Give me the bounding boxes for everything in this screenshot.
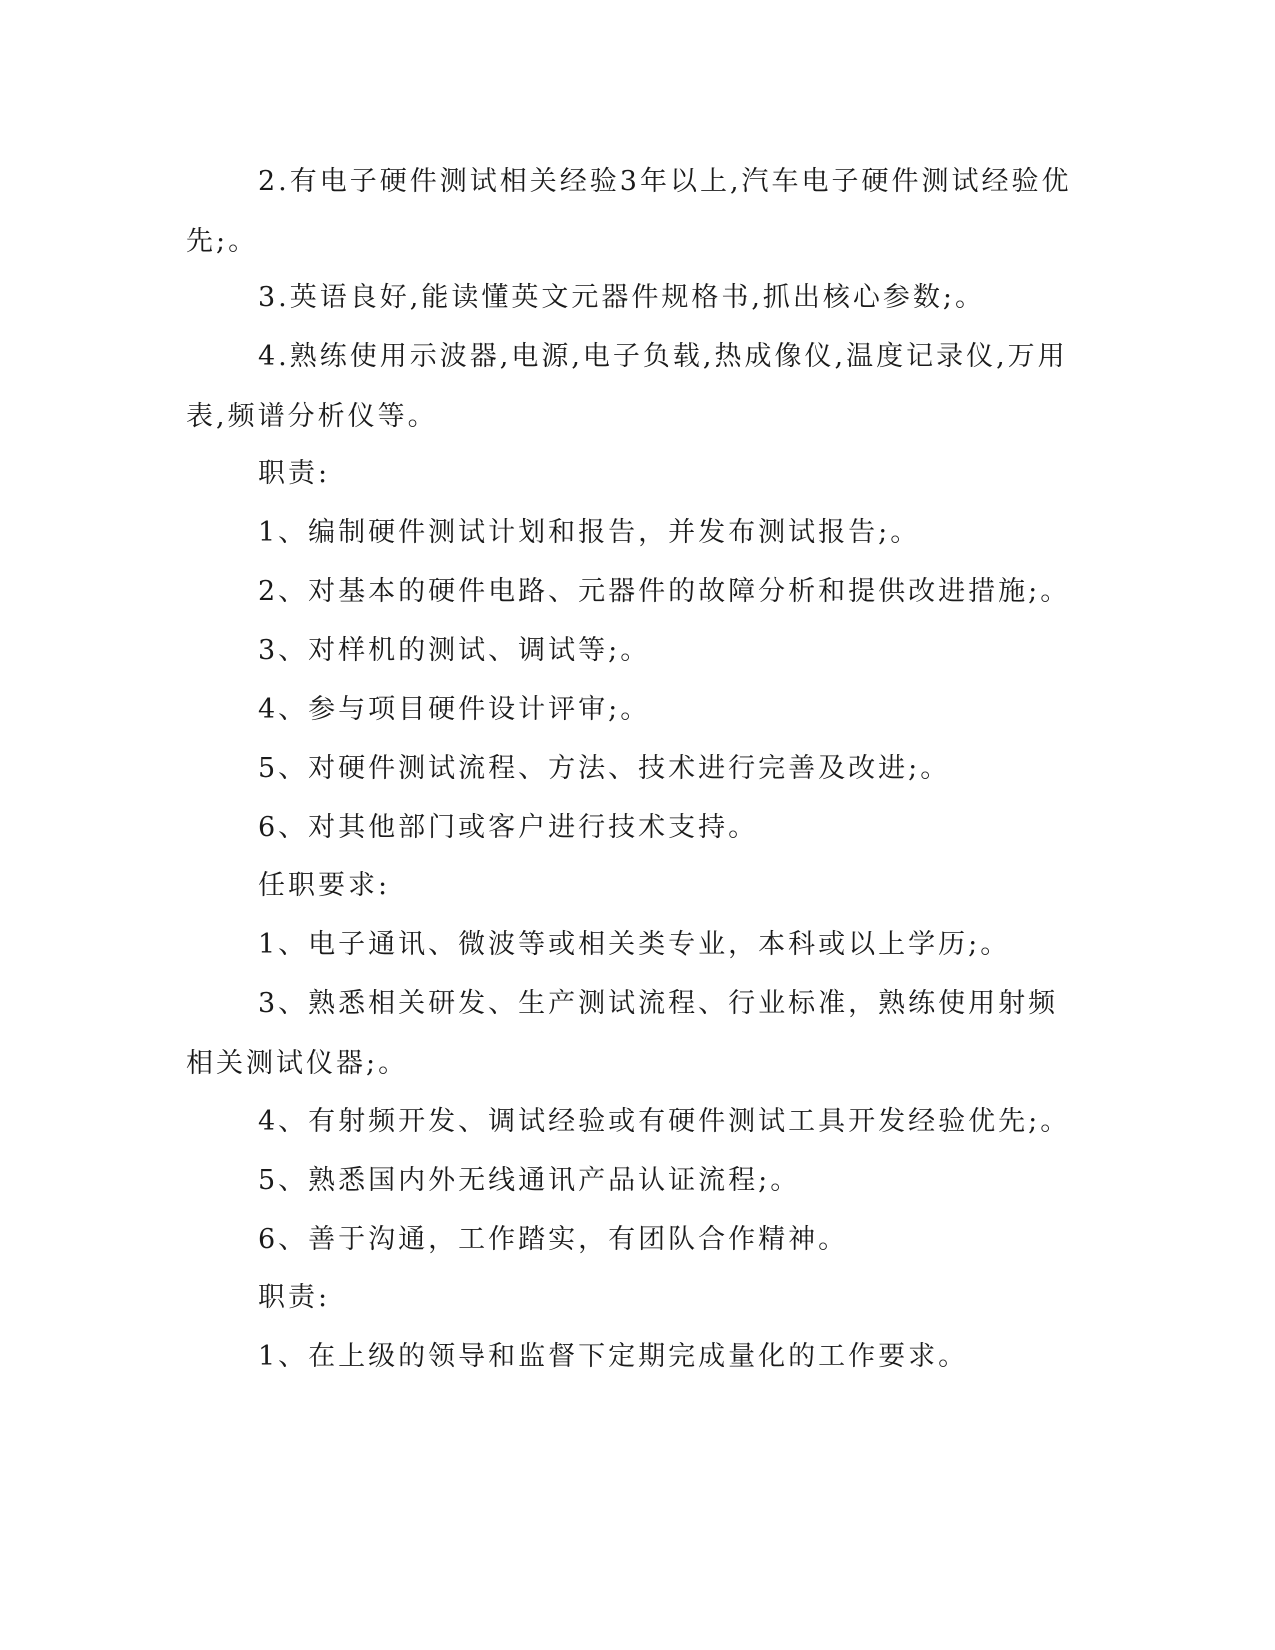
duty-item-4: 4、参与项目硬件设计评审;。: [258, 694, 651, 725]
requirement-item-3: 3、熟悉相关研发、生产测试流程、行业标准，熟练使用射频相关测试仪器;。: [186, 988, 1059, 1079]
heading-duties-1: 职责:: [258, 458, 331, 489]
requirement-item-6: 6、善于沟通，工作踏实，有团队合作精神。: [258, 1224, 849, 1255]
duty-item-1: 1、编制硬件测试计划和报告，并发布测试报告;。: [258, 517, 921, 548]
duty-item-2: 2、对基本的硬件电路、元器件的故障分析和提供改进措施;。: [258, 576, 1071, 607]
paragraph-english: 3.英语良好,能读懂英文元器件规格书,抓出核心参数;。: [258, 282, 986, 313]
duty-item-3: 3、对样机的测试、调试等;。: [258, 635, 651, 666]
requirement-item-4: 4、有射频开发、调试经验或有硬件测试工具开发经验优先;。: [258, 1106, 1071, 1137]
duty-item-6: 6、对其他部门或客户进行技术支持。: [258, 812, 759, 843]
heading-requirements: 任职要求:: [258, 870, 391, 901]
requirement-item-1: 1、电子通讯、微波等或相关类专业，本科或以上学历;。: [258, 929, 1011, 960]
heading-duties-2: 职责:: [258, 1282, 331, 1313]
requirement-item-5: 5、熟悉国内外无线通讯产品认证流程;。: [258, 1165, 801, 1196]
duty2-item-1: 1、在上级的领导和监督下定期完成量化的工作要求。: [258, 1341, 969, 1372]
paragraph-instruments: 4.熟练使用示波器,电源,电子负载,热成像仪,温度记录仪,万用表,频谱分析仪等。: [186, 341, 1068, 432]
paragraph-experience: 2.有电子硬件测试相关经验3年以上,汽车电子硬件测试经验优先;。: [186, 166, 1072, 257]
duty-item-5: 5、对硬件测试流程、方法、技术进行完善及改进;。: [258, 753, 951, 784]
